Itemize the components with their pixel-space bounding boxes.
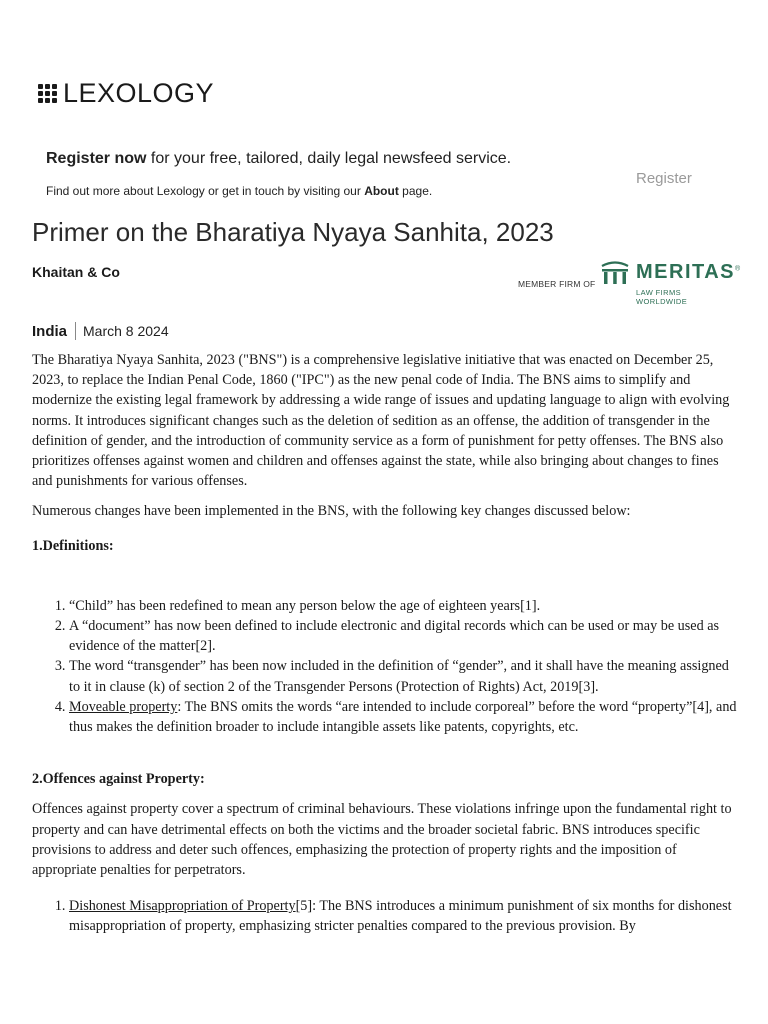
list-item: 1. “Child” has been redefined to mean any person below the age of eighteen years[1]. bbox=[69, 596, 740, 616]
about-suffix: page. bbox=[398, 184, 433, 198]
logo-text: LEXOLOGY bbox=[63, 78, 215, 108]
list-item: 3. The word “transgender” has been now included in the definition of “gender”, and it shall have the meaning assigned to it in clause (k) of section 2 of the Transgender Persons (Protection of Rights) Act, 2019[3]. bbox=[69, 656, 740, 696]
register-promo bbox=[46, 150, 511, 168]
firm-name[interactable]: Khaitan & Co bbox=[32, 264, 120, 280]
meritas-columns-icon bbox=[600, 259, 630, 287]
moveable-property-link[interactable]: Moveable property bbox=[69, 698, 178, 715]
definitions-list bbox=[32, 596, 740, 737]
logo-dots-icon bbox=[38, 84, 57, 103]
list-item: 1. Dishonest Misappropriation of Property[5]: The BNS introduces a minimum punishment of six months for dishonest misappropriation of property, emphasizing stricter penalties compared to the previous provision. By bbox=[69, 896, 740, 936]
publish-date: March 8 2024 bbox=[83, 323, 169, 339]
about-line bbox=[46, 184, 432, 198]
meritas-subtitle: LAW FIRMS WORLDWIDE bbox=[636, 288, 688, 306]
intro-paragraph: The Bharatiya Nyaya Sanhita, 2023 ("BNS") is a comprehensive legislative initiative that was enacted on December 25, 2023, to replace the Indian Penal Code, 1860 ("IPC") as the new penal code of India. The BNS aims to simplify and modernize the existing legal framework by addressing a wide range of issues and updating language to align with evolving norms. It introduces significant changes such as the deletion of sedition as an offense, the addition of transgender in the definition of gender, and the introduction of community service as a form of punishment for petty offenses. The BNS also prioritizes offenses against women and children and offenses against the state, while also bringing about changes to fines and punishments for various offenses. bbox=[32, 352, 730, 490]
dishonest-misappropriation-link[interactable]: Dishonest Misappropriation of Property bbox=[69, 898, 296, 915]
property-list bbox=[32, 896, 740, 936]
meta-divider bbox=[75, 322, 76, 340]
article-body bbox=[32, 350, 740, 937]
meritas-name: MERITAS® bbox=[636, 261, 742, 283]
section-heading-property: 2.Offences against Property: bbox=[32, 771, 205, 788]
register-promo-text: for your free, tailored, daily legal newsfeed service. bbox=[146, 150, 512, 167]
list-item: 4. Moveable property: The BNS omits the words “are intended to include corporeal” before the word “property”[4], and thus makes the definition broader to include intangible assets like patents, copyrights, etc. bbox=[69, 697, 740, 737]
section-heading-definitions: 1.Definitions: bbox=[32, 537, 114, 554]
meritas-member-text: MEMBER FIRM OF bbox=[518, 279, 596, 289]
about-prefix: Find out more about Lexology or get in touch by visiting our bbox=[46, 184, 365, 198]
meritas-badge bbox=[518, 257, 742, 306]
lexology-logo[interactable] bbox=[38, 80, 214, 107]
list-item: 2. A “document” has now been defined to include electronic and digital records which can be used or may be used as evidence of the matter[2]. bbox=[69, 616, 740, 656]
changes-intro: Numerous changes have been implemented in the BNS, with the following key changes discussed below: bbox=[32, 503, 631, 520]
article-title: Primer on the Bharatiya Nyaya Sanhita, 2023 bbox=[32, 217, 554, 247]
register-now-label: Register now bbox=[46, 150, 147, 167]
jurisdiction[interactable]: India bbox=[32, 322, 68, 340]
register-button[interactable]: Register bbox=[636, 170, 692, 187]
about-link[interactable]: About bbox=[364, 184, 399, 198]
article-meta bbox=[32, 322, 169, 340]
property-intro-paragraph: Offences against property cover a spectrum of criminal behaviours. These violations infringe upon the fundamental right to property and can have detrimental effects on both the victims and the broader societal fabric. BNS introduces specific provisions to address and deter such offences, emphasizing the protection of property rights and the imposition of appropriate penalties for perpetrators. bbox=[32, 801, 732, 879]
